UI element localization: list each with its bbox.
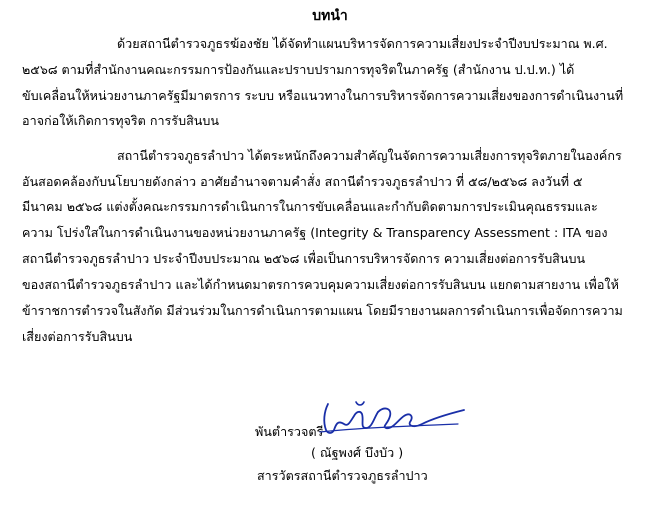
paragraph-1-line-1: ด้วยสถานีตำรวจภูธรฆ้องชัย ได้จัดทำแผนบริหารจัดการความเสี่ยงประจำปีงบประมาณ พ.ศ.: [117, 36, 608, 51]
signature-rank: พันตำรวจตรี: [255, 424, 324, 439]
paragraph-2-line-2: อันสอดคล้องกับนโยบายดังกล่าว อาศัยอำนาจตามคำสั่ง สถานีตำรวจภูธรลำปาว ที่ ๕๘/๒๕๖๘ ลงวันที่ ๕: [22, 174, 583, 189]
document-title: บทนำ: [312, 8, 348, 24]
paragraph-1-line-3: ขับเคลื่อนให้หน่วยงานภาครัฐมีมาตรการ ระบบ หรือแนวทางในการบริหารจัดการความเสี่ยงของการดำเนินงานที่: [22, 88, 624, 103]
paragraph-2-line-4: ความ โปร่งใสในการดำเนินงานของหน่วยงานภาครัฐ (Integrity & Transparency Assessment : ITA ของ: [22, 225, 608, 240]
paragraph-1-line-2: ๒๕๖๘ ตามที่สำนักงานคณะกรรมการป้องกันและปราบปรามการทุจริตในภาครัฐ (สำนักงาน ป.ป.ท.) ได้: [22, 62, 575, 77]
paragraph-2-line-8: เสี่ยงต่อการรับสินบน: [22, 329, 133, 344]
paragraph-2-line-5: สถานีตำรวจภูธรลำปาว ประจำปีงบประมาณ ๒๕๖๘ เพื่อเป็นการบริหารจัดการ ความเสี่ยงต่อการรับสินบน: [22, 251, 586, 266]
paragraph-2-line-7: ข้าราชการตำรวจในสังกัด มีส่วนร่วมในการดำเนินการตามแผน โดยมีรายงานผลการดำเนินการเพื่อจัดการความ: [22, 303, 623, 318]
paragraph-2-line-1: สถานีตำรวจภูธรลำปาว ได้ตระหนักถึงความสำคัญในจัดการความเสี่ยงการทุจริตภายในองค์กร: [117, 148, 622, 163]
signature-name: ( ณัฐพงศ์ บึงบัว ): [311, 445, 404, 460]
paragraph-2-line-3: มีนาคม ๒๕๖๘ แต่งตั้งคณะกรรมการดำเนินการในการขับเคลื่อนและกำกับติดตามการประเมินคุณธรรมและ: [22, 199, 598, 214]
handwritten-signature: [318, 398, 468, 438]
paragraph-2-line-6: ของสถานีตำรวจภูธรลำปาว และได้กำหนดมาตรการควบคุมความเสี่ยงต่อการรับสินบน แยกตามสายงาน เพื่อให้: [22, 277, 619, 292]
signature-position: สารวัตรสถานีตำรวจภูธรลำปาว: [257, 468, 428, 483]
paragraph-1-line-4: อาจก่อให้เกิดการทุจริต การรับสินบน: [22, 113, 219, 128]
